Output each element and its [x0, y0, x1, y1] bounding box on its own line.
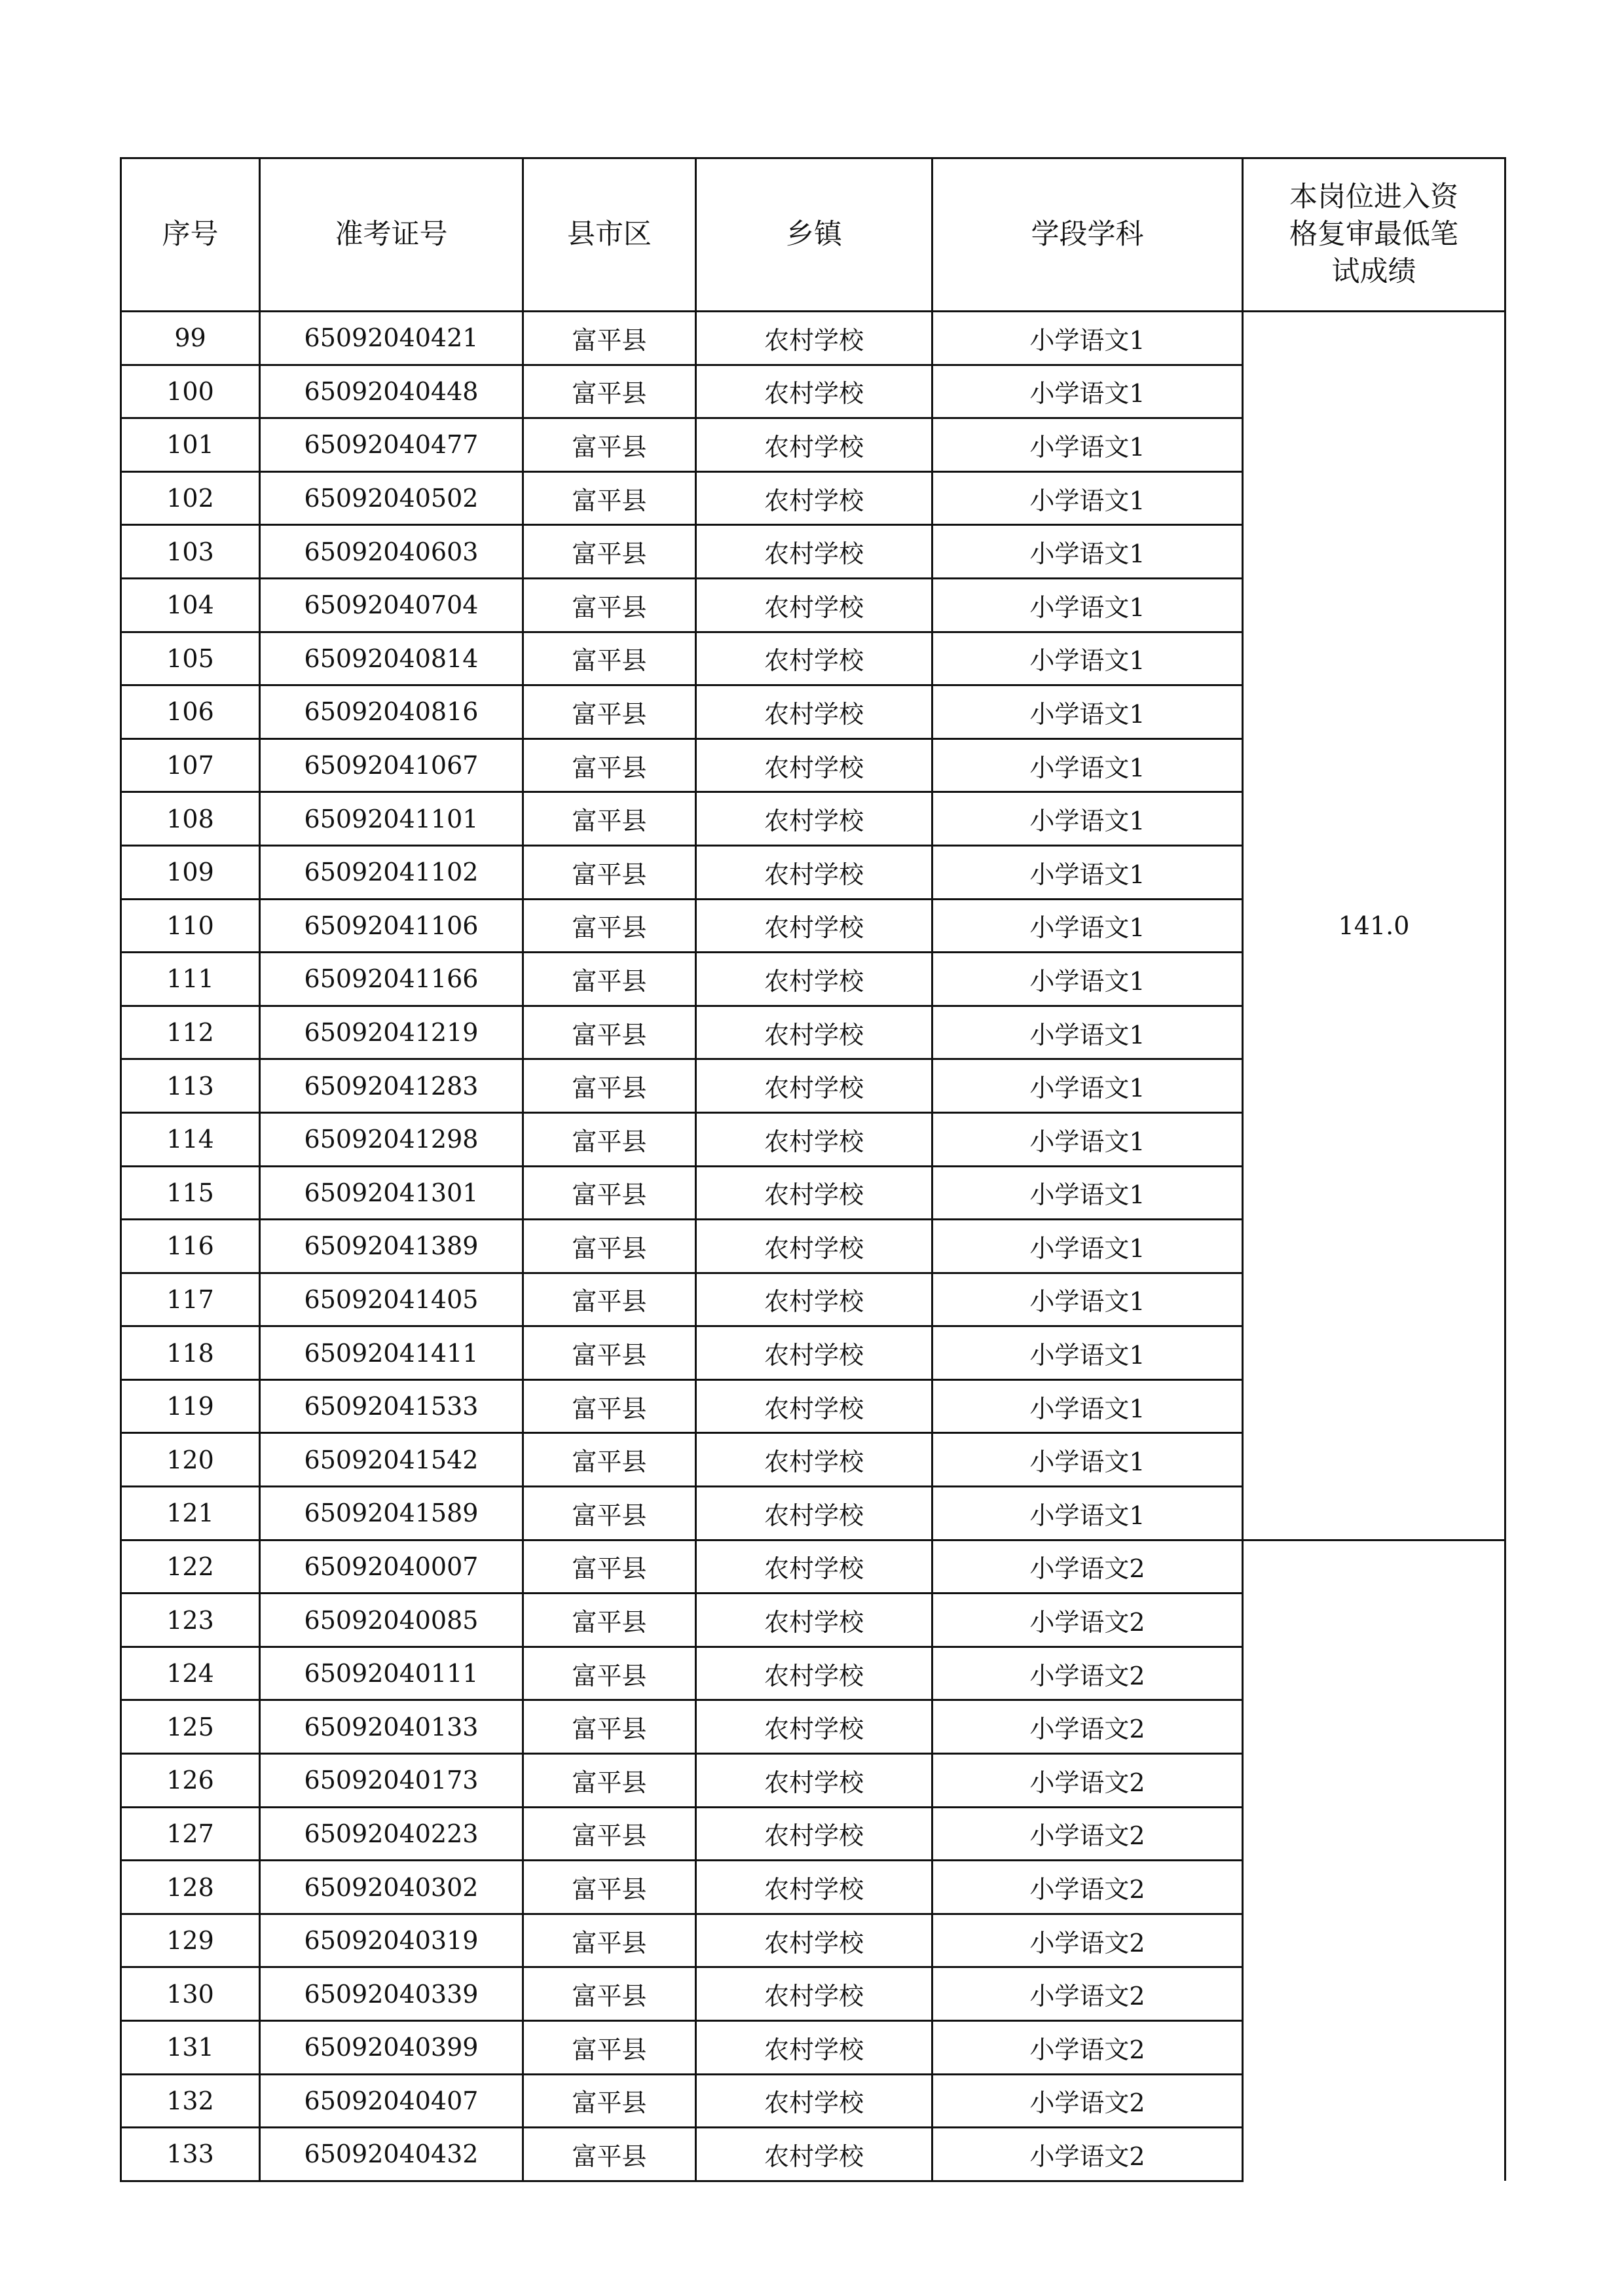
cell-county: 富平县 [523, 418, 696, 472]
cell-subject: 小学语文1 [932, 1326, 1243, 1380]
cell-ticket-number: 65092040816 [260, 685, 523, 739]
cell-town: 农村学校 [696, 632, 932, 685]
cell-town: 农村学校 [696, 2021, 932, 2075]
cell-serial: 108 [121, 792, 260, 846]
cell-county: 富平县 [523, 1967, 696, 2021]
cell-town: 农村学校 [696, 1220, 932, 1273]
cell-ticket-number: 65092040448 [260, 365, 523, 418]
cell-town: 农村学校 [696, 1861, 932, 1914]
cell-county: 富平县 [523, 1220, 696, 1273]
cell-ticket-number: 65092041067 [260, 738, 523, 792]
cell-serial: 110 [121, 899, 260, 953]
cell-serial: 130 [121, 1967, 260, 2021]
cell-ticket-number: 65092040502 [260, 471, 523, 525]
cell-subject: 小学语文2 [932, 1594, 1243, 1647]
cell-town: 农村学校 [696, 738, 932, 792]
cell-ticket-number: 65092041533 [260, 1379, 523, 1433]
cell-town: 农村学校 [696, 525, 932, 579]
cell-subject: 小学语文1 [932, 899, 1243, 953]
cell-town: 农村学校 [696, 1059, 932, 1113]
table-row [121, 312, 1505, 365]
cell-county: 富平县 [523, 1914, 696, 1967]
cell-subject: 小学语文1 [932, 845, 1243, 899]
cell-ticket-number: 65092040339 [260, 1967, 523, 2021]
cell-serial: 101 [121, 418, 260, 472]
cell-subject: 小学语文1 [932, 578, 1243, 632]
cell-ticket-number: 65092040133 [260, 1700, 523, 1754]
cell-town: 农村学校 [696, 685, 932, 739]
cell-ticket-number: 65092040007 [260, 1540, 523, 1594]
min-score-cell [1243, 1540, 1505, 2181]
cell-subject: 小学语文2 [932, 2021, 1243, 2075]
cell-subject: 小学语文1 [932, 738, 1243, 792]
roster-body [121, 312, 1505, 2181]
cell-ticket-number: 65092040407 [260, 2074, 523, 2128]
col-header-subject: 学段学科 [932, 158, 1243, 312]
cell-ticket-number: 65092041405 [260, 1273, 523, 1326]
cell-ticket-number: 65092041298 [260, 1112, 523, 1166]
cell-subject: 小学语文2 [932, 1754, 1243, 1808]
cell-serial: 106 [121, 685, 260, 739]
cell-serial: 99 [121, 312, 260, 365]
cell-serial: 120 [121, 1433, 260, 1487]
cell-subject: 小学语文1 [932, 1220, 1243, 1273]
cell-serial: 128 [121, 1861, 260, 1914]
cell-town: 农村学校 [696, 1006, 932, 1059]
cell-ticket-number: 65092041219 [260, 1006, 523, 1059]
cell-subject: 小学语文1 [932, 525, 1243, 579]
cell-county: 富平县 [523, 1166, 696, 1220]
cell-ticket-number: 65092040302 [260, 1861, 523, 1914]
cell-town: 农村学校 [696, 845, 932, 899]
cell-county: 富平县 [523, 1594, 696, 1647]
cell-subject: 小学语文1 [932, 1112, 1243, 1166]
table-row [121, 1540, 1505, 1594]
cell-ticket-number: 65092040319 [260, 1914, 523, 1967]
cell-town: 农村学校 [696, 2074, 932, 2128]
cell-subject: 小学语文1 [932, 1379, 1243, 1433]
cell-county: 富平县 [523, 738, 696, 792]
col-header-min-score [1243, 158, 1505, 312]
cell-serial: 126 [121, 1754, 260, 1808]
min-score-header-text: 本岗位进入资格复审最低笔试成绩 [1289, 181, 1458, 288]
cell-subject: 小学语文2 [932, 2074, 1243, 2128]
cell-serial: 131 [121, 2021, 260, 2075]
cell-county: 富平县 [523, 792, 696, 846]
cell-town: 农村学校 [696, 1112, 932, 1166]
cell-subject: 小学语文1 [932, 792, 1243, 846]
cell-town: 农村学校 [696, 1647, 932, 1700]
cell-ticket-number: 65092041301 [260, 1166, 523, 1220]
cell-county: 富平县 [523, 1540, 696, 1594]
cell-ticket-number: 65092040477 [260, 418, 523, 472]
cell-county: 富平县 [523, 2074, 696, 2128]
cell-subject: 小学语文1 [932, 1006, 1243, 1059]
cell-county: 富平县 [523, 953, 696, 1006]
cell-subject: 小学语文2 [932, 1861, 1243, 1914]
cell-town: 农村学校 [696, 1914, 932, 1967]
cell-serial: 118 [121, 1326, 260, 1380]
cell-subject: 小学语文1 [932, 471, 1243, 525]
cell-ticket-number: 65092040432 [260, 2128, 523, 2181]
cell-serial: 104 [121, 578, 260, 632]
cell-county: 富平县 [523, 1487, 696, 1540]
cell-serial: 100 [121, 365, 260, 418]
cell-ticket-number: 65092041101 [260, 792, 523, 846]
cell-ticket-number: 65092041166 [260, 953, 523, 1006]
cell-ticket-number: 65092040421 [260, 312, 523, 365]
cell-serial: 121 [121, 1487, 260, 1540]
cell-county: 富平县 [523, 1112, 696, 1166]
cell-town: 农村学校 [696, 953, 932, 1006]
cell-county: 富平县 [523, 365, 696, 418]
cell-county: 富平县 [523, 845, 696, 899]
cell-subject: 小学语文1 [932, 1166, 1243, 1220]
cell-serial: 127 [121, 1807, 260, 1861]
cell-county: 富平县 [523, 312, 696, 365]
cell-subject: 小学语文2 [932, 1700, 1243, 1754]
cell-subject: 小学语文1 [932, 365, 1243, 418]
cell-subject: 小学语文1 [932, 1433, 1243, 1487]
cell-town: 农村学校 [696, 365, 932, 418]
cell-county: 富平县 [523, 1754, 696, 1808]
cell-serial: 133 [121, 2128, 260, 2181]
cell-town: 农村学校 [696, 1967, 932, 2021]
cell-ticket-number: 65092041102 [260, 845, 523, 899]
cell-serial: 112 [121, 1006, 260, 1059]
cell-county: 富平县 [523, 1059, 696, 1113]
cell-ticket-number: 65092040814 [260, 632, 523, 685]
cell-serial: 103 [121, 525, 260, 579]
col-header-county: 县市区 [523, 158, 696, 312]
header-row [121, 158, 1505, 312]
cell-town: 农村学校 [696, 899, 932, 953]
cell-serial: 132 [121, 2074, 260, 2128]
cell-county: 富平县 [523, 1273, 696, 1326]
min-score-cell: 141.0 [1243, 312, 1505, 1540]
cell-county: 富平县 [523, 685, 696, 739]
cell-ticket-number: 65092041542 [260, 1433, 523, 1487]
cell-subject: 小学语文1 [932, 632, 1243, 685]
cell-subject: 小学语文2 [932, 1967, 1243, 2021]
cell-subject: 小学语文1 [932, 418, 1243, 472]
cell-town: 农村学校 [696, 418, 932, 472]
cell-subject: 小学语文1 [932, 685, 1243, 739]
cell-county: 富平县 [523, 1326, 696, 1380]
cell-subject: 小学语文2 [932, 1914, 1243, 1967]
cell-subject: 小学语文2 [932, 1647, 1243, 1700]
cell-town: 农村学校 [696, 1166, 932, 1220]
cell-county: 富平县 [523, 525, 696, 579]
cell-serial: 115 [121, 1166, 260, 1220]
cell-ticket-number: 65092040399 [260, 2021, 523, 2075]
cell-county: 富平县 [523, 899, 696, 953]
cell-serial: 111 [121, 953, 260, 1006]
cell-county: 富平县 [523, 1647, 696, 1700]
cell-town: 农村学校 [696, 312, 932, 365]
cell-county: 富平县 [523, 471, 696, 525]
cell-subject: 小学语文2 [932, 1807, 1243, 1861]
cell-town: 农村学校 [696, 1326, 932, 1380]
cell-subject: 小学语文2 [932, 1540, 1243, 1594]
cell-ticket-number: 65092041389 [260, 1220, 523, 1273]
cell-serial: 122 [121, 1540, 260, 1594]
cell-town: 农村学校 [696, 471, 932, 525]
cell-serial: 107 [121, 738, 260, 792]
col-header-town: 乡镇 [696, 158, 932, 312]
cell-county: 富平县 [523, 578, 696, 632]
exam-roster-table [120, 157, 1506, 2182]
cell-serial: 125 [121, 1700, 260, 1754]
cell-subject: 小学语文1 [932, 1273, 1243, 1326]
cell-town: 农村学校 [696, 1540, 932, 1594]
cell-subject: 小学语文1 [932, 953, 1243, 1006]
cell-subject: 小学语文1 [932, 1059, 1243, 1113]
cell-subject: 小学语文2 [932, 2128, 1243, 2181]
col-header-serial: 序号 [121, 158, 260, 312]
cell-town: 农村学校 [696, 1379, 932, 1433]
cell-county: 富平县 [523, 2128, 696, 2181]
cell-ticket-number: 65092040111 [260, 1647, 523, 1700]
cell-subject: 小学语文1 [932, 1487, 1243, 1540]
cell-town: 农村学校 [696, 1807, 932, 1861]
cell-ticket-number: 65092041411 [260, 1326, 523, 1380]
cell-town: 农村学校 [696, 1700, 932, 1754]
cell-subject: 小学语文1 [932, 312, 1243, 365]
cell-ticket-number: 65092041589 [260, 1487, 523, 1540]
cell-county: 富平县 [523, 1700, 696, 1754]
cell-county: 富平县 [523, 1433, 696, 1487]
col-header-ticket-number: 准考证号 [260, 158, 523, 312]
cell-town: 农村学校 [696, 2128, 932, 2181]
cell-serial: 114 [121, 1112, 260, 1166]
cell-serial: 129 [121, 1914, 260, 1967]
cell-serial: 113 [121, 1059, 260, 1113]
cell-serial: 109 [121, 845, 260, 899]
cell-serial: 116 [121, 1220, 260, 1273]
cell-ticket-number: 65092040603 [260, 525, 523, 579]
cell-serial: 117 [121, 1273, 260, 1326]
cell-ticket-number: 65092040085 [260, 1594, 523, 1647]
cell-town: 农村学校 [696, 792, 932, 846]
cell-town: 农村学校 [696, 1273, 932, 1326]
cell-ticket-number: 65092040173 [260, 1754, 523, 1808]
cell-town: 农村学校 [696, 1594, 932, 1647]
cell-ticket-number: 65092040223 [260, 1807, 523, 1861]
cell-county: 富平县 [523, 2021, 696, 2075]
cell-town: 农村学校 [696, 1487, 932, 1540]
cell-serial: 119 [121, 1379, 260, 1433]
cell-serial: 105 [121, 632, 260, 685]
cell-county: 富平县 [523, 632, 696, 685]
cell-town: 农村学校 [696, 1433, 932, 1487]
cell-serial: 102 [121, 471, 260, 525]
cell-county: 富平县 [523, 1861, 696, 1914]
cell-serial: 123 [121, 1594, 260, 1647]
cell-town: 农村学校 [696, 578, 932, 632]
cell-ticket-number: 65092040704 [260, 578, 523, 632]
cell-county: 富平县 [523, 1807, 696, 1861]
cell-county: 富平县 [523, 1006, 696, 1059]
cell-ticket-number: 65092041283 [260, 1059, 523, 1113]
cell-town: 农村学校 [696, 1754, 932, 1808]
cell-county: 富平县 [523, 1379, 696, 1433]
cell-serial: 124 [121, 1647, 260, 1700]
cell-ticket-number: 65092041106 [260, 899, 523, 953]
